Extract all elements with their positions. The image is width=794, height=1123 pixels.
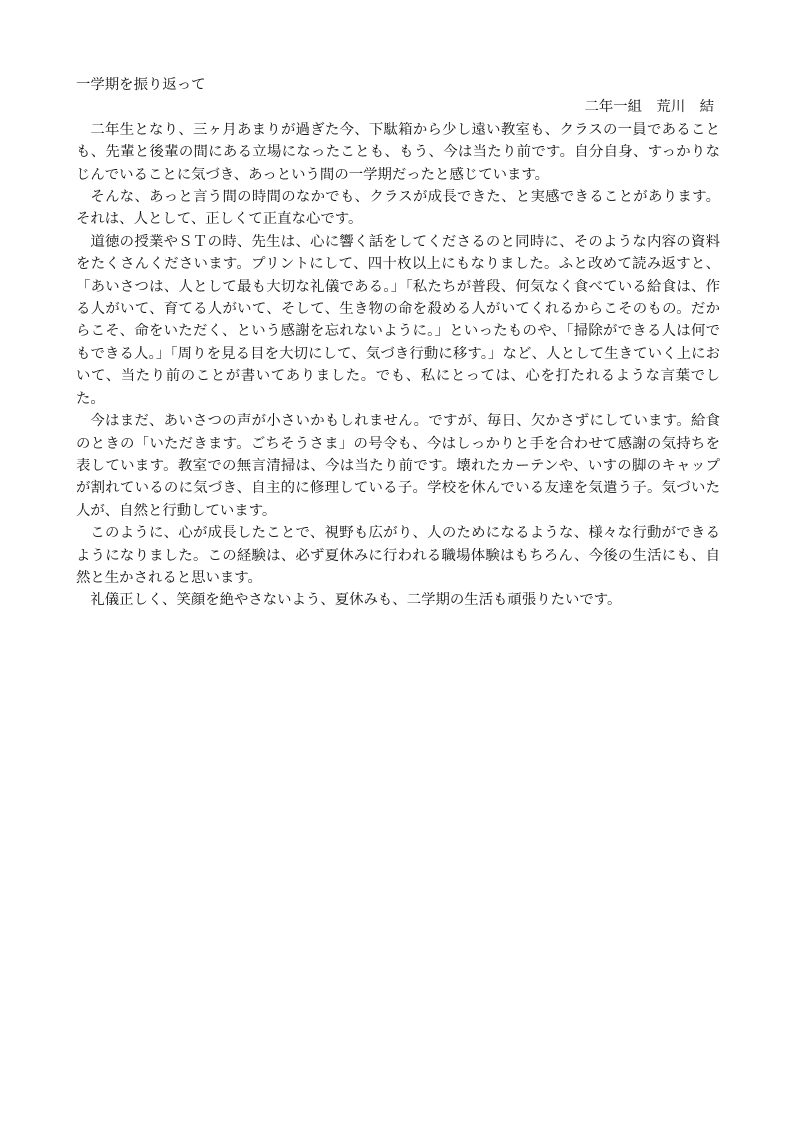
document-body <box>76 74 720 612</box>
paragraph: 道徳の授業やＳＴの時、先生は、心に響く話をしてくださるのと同時に、そのような内容の資料をたくさんくださいます。プリントにして、四十枚以上にもなりました。ふと改めて読み返すと、「あいさつは、人として最も大切な礼儀である。」「私たちが普段、何気なく食べている給食は、作る人がいて、育てる人がいて、そして、生き物の命を殺める人がいてくれるからこそのもの。だからこそ、命をいただく、という感謝を忘れないように。」といったものや、「掃除ができる人は何でもできる人。」「周りを見る目を大切にして、気づき行動に移す。」など、人として生きていく上において、当たり前のことが書いてありました。でも、私にとっては、心を打たれるような言葉でした。 <box>76 233 720 407</box>
paragraph: 二年生となり、三ヶ月あまりが過ぎた今、下駄箱から少し遠い教室も、クラスの一員であることも、先輩と後輩の間にある立場になったことも、もう、今は当たり前です。自分自身、すっかりなじんでいることに気づき、あっという間の一学期だったと感じています。 <box>76 121 720 183</box>
paragraph: そんな、あっと言う間の時間のなかでも、クラスが成長できた、と実感できることがあります。それは、人として、正しくて正直な心です。 <box>76 189 720 228</box>
paragraph: 今はまだ、あいさつの声が小さいかもしれません。ですが、毎日、欠かさずにしています。給食のときの「いただきます。ごちそうさま」の号令も、今はしっかりと手を合わせて感謝の気持ちを表しています。教室での無言清掃は、今は当たり前です。壊れたカーテンや、いすの脚のキャップが割れているのに気づき、自主的に修理している子。学校を休んでいる友達を気遣う子。気づいた人が、自然と行動しています。 <box>76 413 720 519</box>
document-title: 一学期を振り返って <box>76 77 206 93</box>
paragraph: このように、心が成長したことで、視野も広がり、人のためになるような、様々な行動ができるようになりました。この経験は、必ず夏休みに行われる職場体験はもちろん、今後の生活にも、自然と生かされると思います。 <box>76 525 720 586</box>
author-line: 二年一組 荒川 結 <box>584 99 714 116</box>
paragraph: 礼儀正しく、笑顔を絶やさないよう、夏休みも、二学期の生活も頑張りたいです。 <box>90 592 622 609</box>
